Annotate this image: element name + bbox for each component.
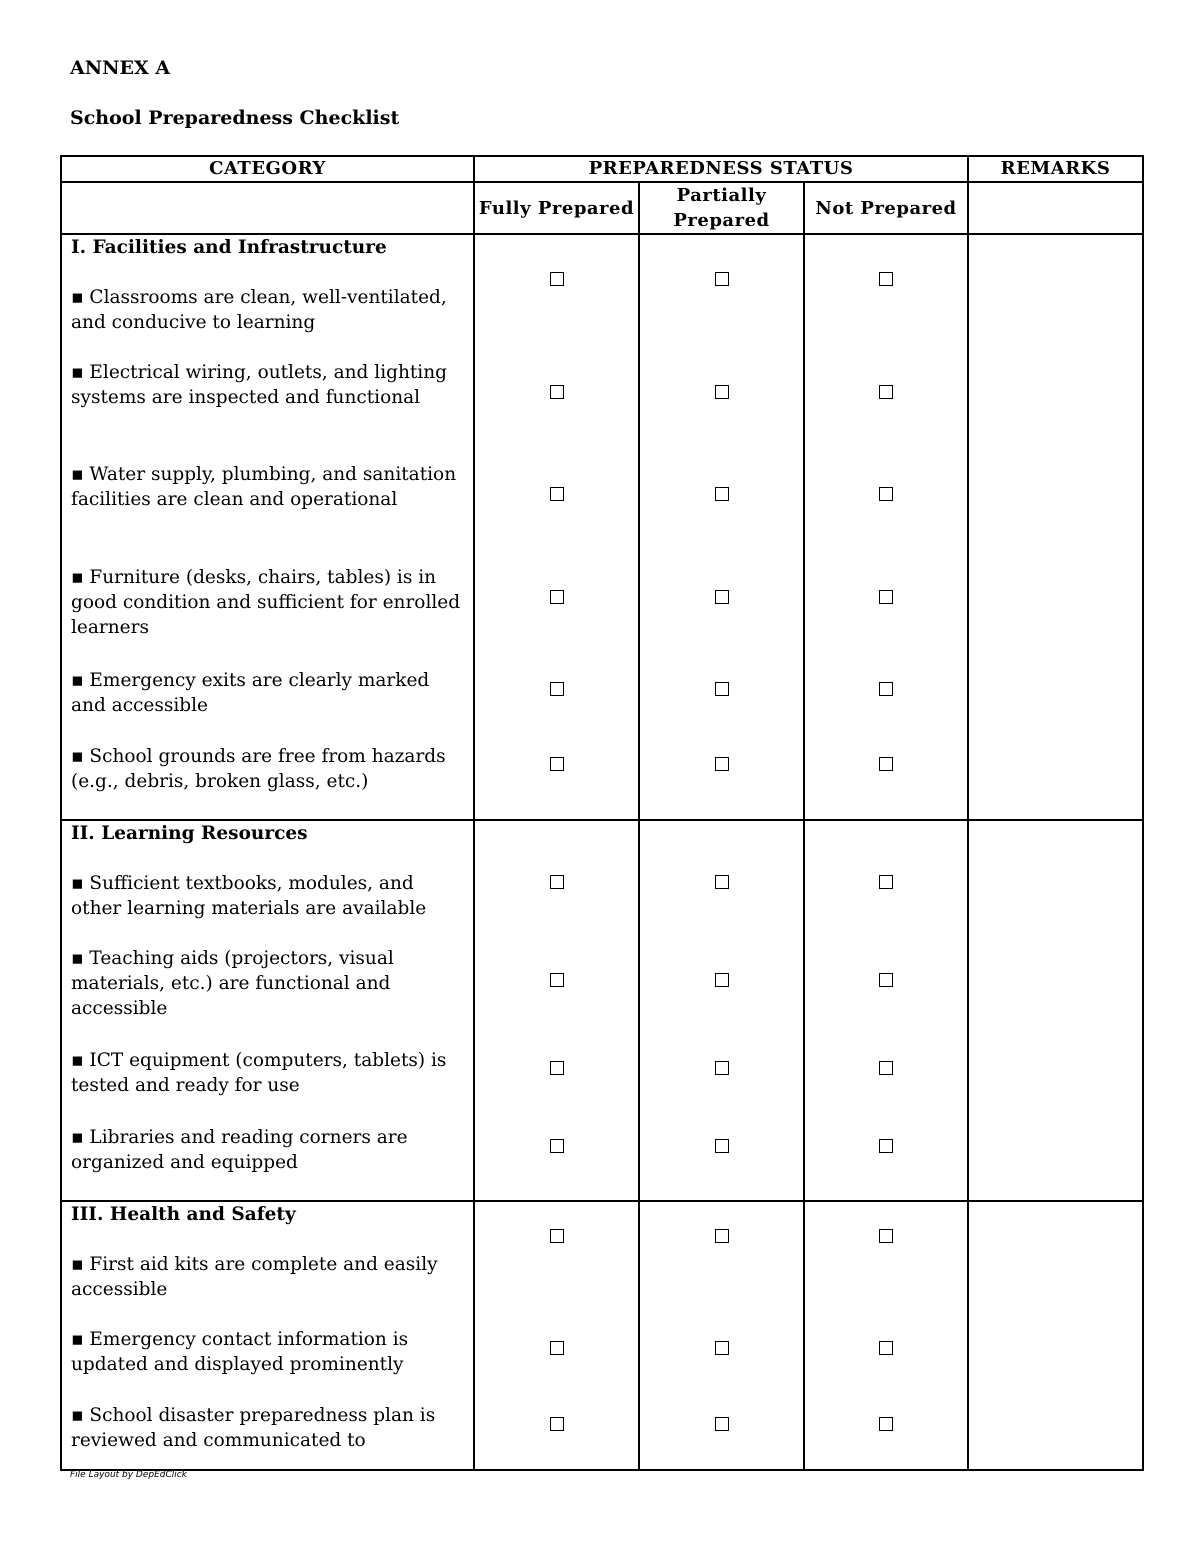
section-title-health-safety: III. Health and Safety	[71, 1204, 296, 1225]
checkbox-partially-prepared[interactable]	[715, 1139, 729, 1153]
checklist-item-text: ▪ Teaching aids (projectors, visual materials, etc.) are functional and accessible	[71, 948, 394, 1019]
status-cell-fully-prepared	[474, 565, 639, 668]
remarks-cell[interactable]	[968, 1048, 1143, 1125]
status-cell-not-prepared	[804, 462, 968, 565]
status-cell-fully-prepared	[474, 744, 639, 820]
status-cell-not-prepared	[804, 744, 968, 820]
status-cell-fully-prepared	[474, 1327, 639, 1403]
status-cell-fully-prepared	[474, 234, 639, 360]
checkbox-partially-prepared[interactable]	[715, 1229, 729, 1243]
checklist-row	[61, 820, 1143, 946]
checkbox-not-prepared[interactable]	[879, 1061, 893, 1075]
checkbox-partially-prepared[interactable]	[715, 1061, 729, 1075]
category-cell	[61, 565, 474, 668]
status-cell-partially-prepared	[639, 462, 804, 565]
checkbox-fully-prepared[interactable]	[550, 1061, 564, 1075]
checkbox-partially-prepared[interactable]	[715, 272, 729, 286]
remarks-cell[interactable]	[968, 565, 1143, 668]
category-cell	[61, 946, 474, 1048]
remarks-cell[interactable]	[968, 462, 1143, 565]
checkbox-not-prepared[interactable]	[879, 272, 893, 286]
checkbox-fully-prepared[interactable]	[550, 1417, 564, 1431]
checkbox-partially-prepared[interactable]	[715, 682, 729, 696]
category-cell	[61, 744, 474, 820]
remarks-cell[interactable]	[968, 1327, 1143, 1403]
checkbox-not-prepared[interactable]	[879, 1417, 893, 1431]
checklist-row	[61, 668, 1143, 744]
status-cell-partially-prepared	[639, 1048, 804, 1125]
status-cell-not-prepared	[804, 1048, 968, 1125]
checklist-row	[61, 1048, 1143, 1125]
checklist-row	[61, 1403, 1143, 1470]
remarks-cell[interactable]	[968, 1403, 1143, 1470]
checkbox-not-prepared[interactable]	[879, 1341, 893, 1355]
remarks-cell[interactable]	[968, 234, 1143, 360]
status-cell-partially-prepared	[639, 565, 804, 668]
checklist-item-text: ▪ Classrooms are clean, well-ventilated, and conducive to learning	[71, 287, 447, 333]
header-row	[61, 156, 1143, 182]
category-cell	[61, 1125, 474, 1201]
remarks-cell[interactable]	[968, 744, 1143, 820]
status-cell-partially-prepared	[639, 946, 804, 1048]
header-preparedness-status: PREPAREDNESS STATUS	[474, 156, 968, 182]
checklist-row	[61, 744, 1143, 820]
subheader-remarks-blank	[968, 182, 1143, 234]
category-cell	[61, 1048, 474, 1125]
checkbox-fully-prepared[interactable]	[550, 1229, 564, 1243]
remarks-cell[interactable]	[968, 946, 1143, 1048]
checkbox-fully-prepared[interactable]	[550, 385, 564, 399]
checkbox-partially-prepared[interactable]	[715, 875, 729, 889]
status-cell-not-prepared	[804, 1125, 968, 1201]
checkbox-not-prepared[interactable]	[879, 973, 893, 987]
checkbox-not-prepared[interactable]	[879, 875, 893, 889]
category-cell	[61, 462, 474, 565]
status-cell-fully-prepared	[474, 946, 639, 1048]
checklist-item-text: ▪ Emergency contact information is updated and displayed prominently	[71, 1329, 409, 1375]
category-cell	[61, 234, 474, 360]
category-cell	[61, 360, 474, 462]
status-cell-partially-prepared	[639, 360, 804, 462]
remarks-cell[interactable]	[968, 668, 1143, 744]
checklist-row	[61, 565, 1143, 668]
subheader-row	[61, 182, 1143, 234]
header-partially-prepared: Partially Prepared	[639, 182, 804, 234]
checklist-item-text: ▪ Electrical wiring, outlets, and lighting systems are inspected and functional	[71, 362, 447, 408]
status-cell-fully-prepared	[474, 820, 639, 946]
remarks-cell[interactable]	[968, 820, 1143, 946]
status-cell-fully-prepared	[474, 1048, 639, 1125]
status-cell-not-prepared	[804, 946, 968, 1048]
checklist-item-text: ▪ Libraries and reading corners are organized and equipped	[71, 1127, 408, 1173]
status-cell-partially-prepared	[639, 820, 804, 946]
status-cell-partially-prepared	[639, 668, 804, 744]
checkbox-not-prepared[interactable]	[879, 385, 893, 399]
status-cell-not-prepared	[804, 1403, 968, 1470]
preparedness-checklist-table	[60, 155, 1144, 1471]
checklist-row	[61, 462, 1143, 565]
status-cell-fully-prepared	[474, 1125, 639, 1201]
status-cell-partially-prepared	[639, 1201, 804, 1327]
checkbox-not-prepared[interactable]	[879, 1139, 893, 1153]
remarks-cell[interactable]	[968, 1201, 1143, 1327]
checklist-row	[61, 1327, 1143, 1403]
category-cell	[61, 1327, 474, 1403]
status-cell-not-prepared	[804, 1327, 968, 1403]
checkbox-fully-prepared[interactable]	[550, 1139, 564, 1153]
status-cell-fully-prepared	[474, 462, 639, 565]
checklist-item-text: ▪ ICT equipment (computers, tablets) is tested and ready for use	[71, 1050, 447, 1096]
remarks-cell[interactable]	[968, 360, 1143, 462]
checkbox-not-prepared[interactable]	[879, 590, 893, 604]
checkbox-partially-prepared[interactable]	[715, 487, 729, 501]
status-cell-not-prepared	[804, 1201, 968, 1327]
checkbox-fully-prepared[interactable]	[550, 272, 564, 286]
status-cell-not-prepared	[804, 234, 968, 360]
checkbox-partially-prepared[interactable]	[715, 757, 729, 771]
checkbox-not-prepared[interactable]	[879, 682, 893, 696]
checkbox-fully-prepared[interactable]	[550, 875, 564, 889]
checklist-row	[61, 234, 1143, 360]
checklist-item-text: ▪ School disaster preparedness plan is reviewed and communicated to	[71, 1405, 436, 1451]
document-title: School Preparedness Checklist	[70, 107, 400, 129]
header-category: CATEGORY	[61, 156, 474, 182]
checkbox-not-prepared[interactable]	[879, 487, 893, 501]
status-cell-partially-prepared	[639, 1125, 804, 1201]
subheader-blank	[61, 182, 474, 234]
status-cell-not-prepared	[804, 820, 968, 946]
checkbox-partially-prepared[interactable]	[715, 1417, 729, 1431]
checkbox-fully-prepared[interactable]	[550, 757, 564, 771]
status-cell-fully-prepared	[474, 1201, 639, 1327]
checklist-row	[61, 1201, 1143, 1327]
checklist-item-text: ▪ School grounds are free from hazards (e.g., debris, broken glass, etc.)	[71, 746, 446, 792]
footer-credit: File Layout by DepEdClick	[70, 1470, 187, 1480]
status-cell-fully-prepared	[474, 668, 639, 744]
checkbox-partially-prepared[interactable]	[715, 973, 729, 987]
remarks-cell[interactable]	[968, 1125, 1143, 1201]
checkbox-fully-prepared[interactable]	[550, 973, 564, 987]
header-fully-prepared: Fully Prepared	[474, 182, 639, 234]
category-cell	[61, 1201, 474, 1327]
checkbox-fully-prepared[interactable]	[550, 487, 564, 501]
checklist-item-text: ▪ Furniture (desks, chairs, tables) is in good condition and sufficient for enrolled learners	[71, 567, 461, 638]
annex-label: ANNEX A	[70, 57, 171, 79]
checkbox-partially-prepared[interactable]	[715, 385, 729, 399]
status-cell-fully-prepared	[474, 360, 639, 462]
checkbox-not-prepared[interactable]	[879, 757, 893, 771]
checklist-item-text: ▪ Water supply, plumbing, and sanitation facilities are clean and operational	[71, 464, 457, 510]
category-cell	[61, 668, 474, 744]
checkbox-fully-prepared[interactable]	[550, 682, 564, 696]
status-cell-fully-prepared	[474, 1403, 639, 1470]
status-cell-not-prepared	[804, 360, 968, 462]
checkbox-partially-prepared[interactable]	[715, 1341, 729, 1355]
status-cell-partially-prepared	[639, 234, 804, 360]
category-cell	[61, 820, 474, 946]
status-cell-not-prepared	[804, 668, 968, 744]
status-cell-partially-prepared	[639, 1327, 804, 1403]
section-title-learning-resources: II. Learning Resources	[71, 823, 308, 844]
status-cell-not-prepared	[804, 565, 968, 668]
checklist-row	[61, 946, 1143, 1048]
category-cell	[61, 1403, 474, 1470]
checklist-item-text: ▪ First aid kits are complete and easily accessible	[71, 1254, 438, 1300]
checklist-item-text: ▪ Sufficient textbooks, modules, and other learning materials are available	[71, 873, 427, 919]
checklist-row	[61, 360, 1143, 462]
checklist-item-text: ▪ Emergency exits are clearly marked and accessible	[71, 670, 430, 716]
checkbox-fully-prepared[interactable]	[550, 1341, 564, 1355]
checklist-body	[61, 234, 1143, 1470]
checkbox-fully-prepared[interactable]	[550, 590, 564, 604]
status-cell-partially-prepared	[639, 1403, 804, 1470]
checkbox-partially-prepared[interactable]	[715, 590, 729, 604]
status-cell-partially-prepared	[639, 744, 804, 820]
header-not-prepared: Not Prepared	[804, 182, 968, 234]
header-remarks: REMARKS	[968, 156, 1143, 182]
checklist-row	[61, 1125, 1143, 1201]
section-title-facilities: I. Facilities and Infrastructure	[71, 237, 387, 258]
checkbox-not-prepared[interactable]	[879, 1229, 893, 1243]
